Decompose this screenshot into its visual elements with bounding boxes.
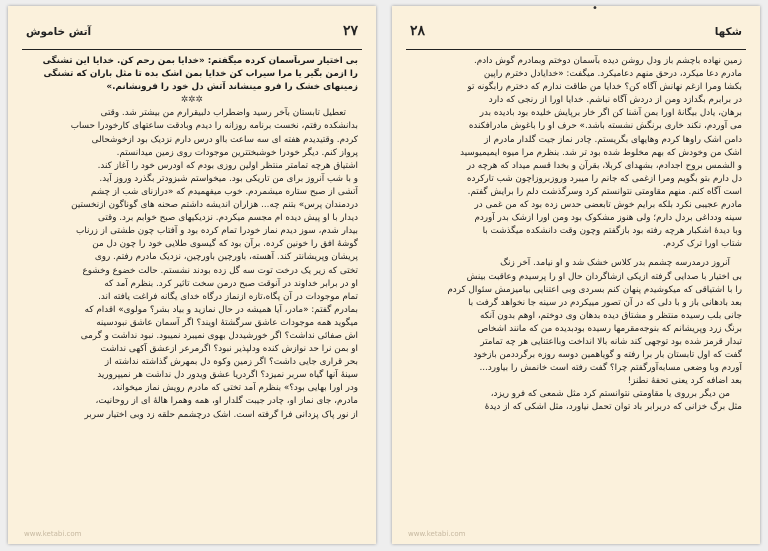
text-line: سینهٔ آنها گیاه سربر نمیزد؟ اگردریا عشق ویدور دل نداشت هر نمیپرورید xyxy=(97,370,358,381)
text-line: می آوردم، نکند خاری برنگش نشسته باشد.» حرف او را باغوش مادرافکنده xyxy=(468,121,742,132)
text-line: بحر قراری جایی داشت؟ اگر زمین وکوه دل بمهرش گذاشته نداشته از xyxy=(104,357,358,368)
text-line: بدانشکده رفتم، نخست برنامه روزانه را دیدم وبادقت ساعتهای کارخودرا حساب xyxy=(70,121,358,132)
text-line: آنروز درمدرسه چشمم بدر کلاس خشک شد و او نیامد. آخر زنگ xyxy=(500,258,730,269)
text-body xyxy=(410,55,742,415)
text-line: زمینهای خشک را فرو مینشاند آتش دل خود را فرونشانم.» xyxy=(106,82,358,93)
text-line: تعطیل تابستان بآخر رسید واضطراب دلبیقرارم من بیشتر شد. وقتی xyxy=(100,108,346,119)
text-line: من دیگر برروی یا مقاومتی نتوانستم کرد مثل شمعی که فرو ریزد، xyxy=(490,389,730,400)
running-header xyxy=(26,23,358,42)
text-line: دامن اشک راوها کردم وهایهای بگریستم. چادر نماز جیت گلدار مادرم از xyxy=(484,134,742,145)
text-line: او در برابر خداوند در آنوقت صبح درمن سخت تاثیر کرد. بنظرم آمد که xyxy=(104,278,358,289)
text-line: شتاب اورا ترک کردم. xyxy=(662,239,742,250)
text-line: گوشهٔ افق را خونین کرده. برآن بود که گیسوی طلایی خود را چون دل من xyxy=(92,239,358,250)
text-line: اشتیاق هرچه تمامتر منتظر اولین روزی بودم که اودرس خود را آغاز کند. xyxy=(97,160,358,171)
right-page xyxy=(392,6,760,544)
text-line: دیدار با او پیش دیده ام مجسم میکردم. نزدیکیهای صبح خوابم برد. وقتی xyxy=(98,213,358,224)
text-line: است آگاه کنم. منهم مقاومتی نتوانستم کرد وسرگذشت دلم را برایش گفتم. xyxy=(467,186,742,197)
text-line: بعد اضافه کرد یعنی تحفهٔ نطنز! xyxy=(627,376,742,387)
text-line: پریشان وپریشانتر کند. آهسته، باورچین باورچین، نزدیک مادرم رفتم. روی xyxy=(94,252,358,263)
text-line: جانی بلب رسیده منتظر و مشتاق دیده بدهان وی دوختم، اوهم بدون آنکه xyxy=(480,310,742,321)
text-line: برنگ زرد وپریشانم که بنوجه‌مقرمها رسیده بودبدیده من که مانند اشخاص xyxy=(477,323,742,334)
section-separator: ✲✲✲ xyxy=(180,95,204,106)
text-line: سینه ودداغی بردل دارم؛ ولی هنوز مشکوک بود ومن اورا ازشک بدر آوردم xyxy=(474,213,742,224)
text-line: گفت که اول تابستان بار برا رفته و گویاهمین دوسه روزه برگرددمن بازخود xyxy=(473,350,742,361)
text-line: پرواز کنم. دیگر خودرا خوشبختترین موجودات روی زمین میدانستم. xyxy=(116,147,358,158)
header-title: آتش خاموش xyxy=(26,26,92,38)
text-line: آتشی از صبح ستاره میشمردم. خوب میفهمیدم که «درازنای شب از چشم xyxy=(90,186,358,197)
running-header xyxy=(410,23,742,42)
left-page xyxy=(8,6,376,544)
text-line: بکشا ومرا ازغم نهانش آگاه کن؟ خدایا من طاقت ندارم که دخترم رابگونه تو xyxy=(467,82,742,93)
watermark: www.ketabi.com xyxy=(408,530,466,538)
page-number: ۲۸ xyxy=(410,23,426,39)
text-line: تبدار قرمز شده بود توجهی کند شانه بالا انداخت وبااعتنایی هر چه تمامتر xyxy=(480,336,742,347)
text-body xyxy=(26,55,358,422)
text-line: آوردم وبا وضعی مسابه‌آورگفتم چرا؟ گفت رفته است خانمش را بیاورد... xyxy=(479,363,742,374)
text-line: را با اشتیاقی که میکوشیدم پنهان کنم بسردی وبی اعتنایی بیامیزمش سئوال کردم xyxy=(447,284,742,295)
text-line: بعد بادهانی باز و با دلی که در آن تصور مییکردم در سینه جا نخواهد گرفت با xyxy=(468,297,742,308)
watermark: www.ketabi.com xyxy=(24,530,82,538)
text-line: مثل برگ خزانی که دربرابر باد توان تحمل نیاورد، مثل اشکی که از دیدهٔ xyxy=(484,402,742,413)
text-line: اش صفائی نداشت؟ اگر خورشیددل بهوی نمیبرد نمیبود. نبود نداشت و گرمی xyxy=(80,330,358,341)
text-line: کردم. وقتیدیدم هفته ای سه ساعت بااو درس دارم نزدیک بود ازخوشحالی xyxy=(91,134,358,145)
text-line: و با شب آنروز برای من تاریکی بود. میخواستم شبزودتر بگذرد وروز آید. xyxy=(99,173,358,184)
text-line: بی اختیار سربآسمان کرده میگفتم: «خدایا بمن رحم کن. خدایا این تشنگی xyxy=(42,56,358,66)
text-line: وبا دیدهٔ اشکبار هرچه رفته بود بازگفتم وچون وقت دانشکده میگذشت با xyxy=(482,226,742,237)
text-line: را ازمن بگیر یا مرا سیراب کن خدایا بمن اشک بده تا مثل باران که تشنگی xyxy=(43,69,358,80)
text-line: زمین نهاده باچشم باز ودل روشن دیده بآسمان دوختم وبمادرم گوش دادم. xyxy=(473,56,742,66)
text-line: دردمندان پرس» بتنم چه... هزاران اندیشه داشتم صحنه های گوناگون ازنخستین xyxy=(71,200,358,211)
text-line: تختی که زیر یک درخت توت سه گل زده بودند نشستم. حالت خضوع وخشوع xyxy=(82,265,358,276)
header-rule xyxy=(22,49,362,50)
text-line: بیدار شدم، سوز دیدم نماز خودرا تمام کرده بود و آفتاب چون طشتی از زرناب xyxy=(75,226,358,237)
text-line: بی اختیار با صدایی گرفته ازیکی ازشاگردان حال او را پرسیدم وعاقبت بینش xyxy=(466,271,742,282)
text-line: از نور پاک پزدانی فرا گرفته است. اشک درچشمم حلقه زد وبی اختیار سربر xyxy=(84,409,358,420)
text-line: او بمن نرا حد نوازش کنده ودلپذیر نبود؟ اگرمرعر ازعشق آکهی نداشت xyxy=(100,344,358,355)
header-title: شکها xyxy=(714,26,742,38)
text-line: ودر اورا بهایی بود؟» بنظرم آمد تختی که مادرم رویش نماز میخواند، xyxy=(112,383,358,394)
header-rule xyxy=(406,49,746,50)
text-line: بمادرم گفتم: «مادر، آیا همیشه در حال نمازید و بیاد بشر؟ مولوی» اقدام که xyxy=(84,304,358,315)
text-line: برهان، یادل بیگانهٔ اورا بمن آشنا کن اگر خار برپایش خلیده بود بادیده بدر xyxy=(479,108,742,119)
text-line: مادرم عجیبی نکرد بلکه برایم خوش تابعضی حدس زده بود که من غمی در xyxy=(474,200,742,211)
page-number: ۲۷ xyxy=(342,23,358,39)
text-line: و الشمس بروح اجدادم، بشهدای کربلا، بقرآن و بخدا قسم میداد که هرچه در xyxy=(466,160,742,171)
text-line: در برابرم بگدازد ومن از دردش آگاه نباشم. خدایا اورا از رنجی که دارد xyxy=(488,95,742,106)
text-line: مادرم، جای نماز او، چادر جیبت گلدار او، همه وهمرا هالهٔ ای از روحانیت، xyxy=(95,396,358,407)
text-line: دل دارم بتو بگویم ومرا ازغمی که جانم را میبرد وروزبروزاچون شب تارکرده xyxy=(466,173,742,184)
page-dot: • xyxy=(592,6,598,14)
text-line: اشک من وخودش که بهم مخلوط شده بود تر شد. بنظرم مرا میوه ایمیمیوسید xyxy=(460,147,742,158)
text-line: میگوید همه موجودات عاشق سرگشتهٔ اویند؟ اگر آسمان عاشق نبودسینه xyxy=(96,317,358,328)
text-line: مادرم دعا میکرد، درحق منهم دعامیکرد. میگفت: «خدایادل دخترم راپین xyxy=(483,69,742,80)
text-line: تمام موجودات در آن پگاه،تازه ازنماز درگاه خدای یگانه فراغت یافته اند. xyxy=(98,291,358,302)
